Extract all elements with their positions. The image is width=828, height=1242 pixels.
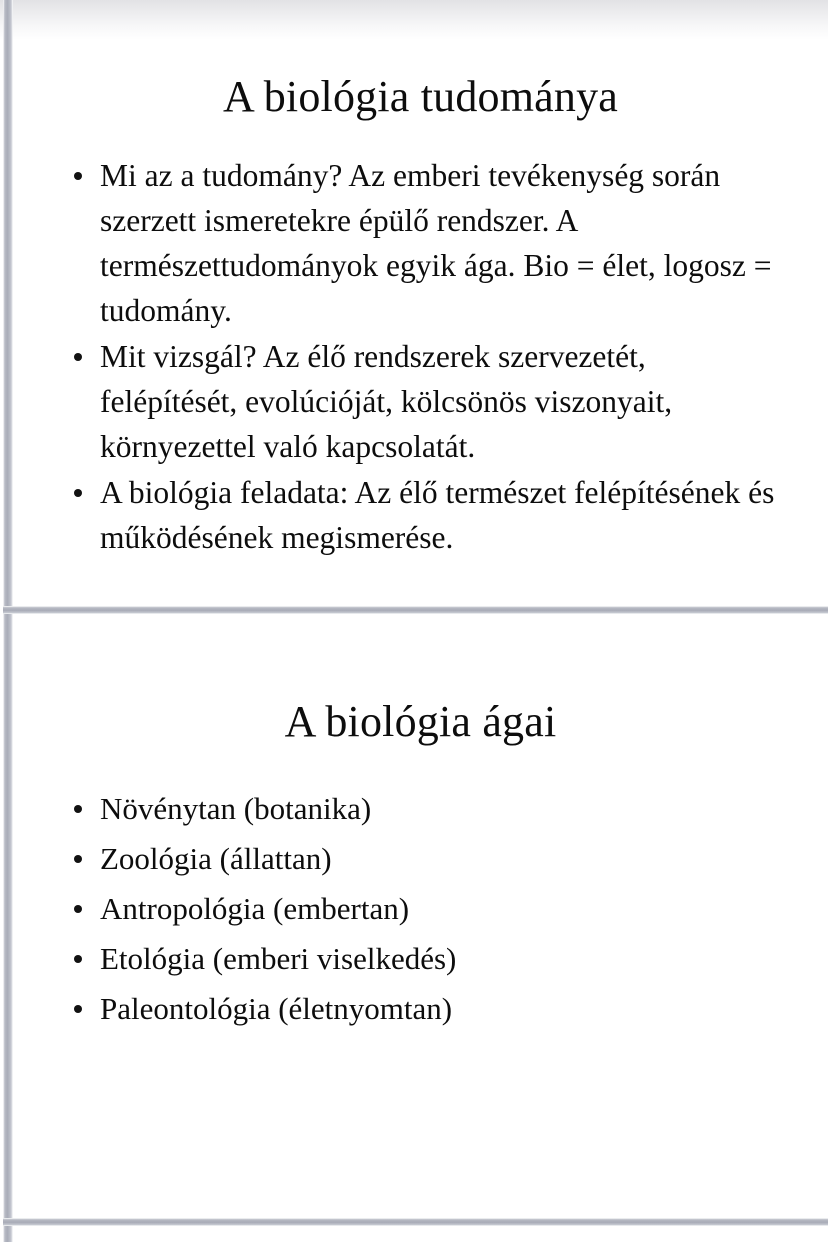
- slide-2-bullet-text-2: Zoológia (állattan): [100, 841, 332, 877]
- slide-1-bullet-item-2: [63, 334, 790, 469]
- slide-1: [13, 0, 828, 606]
- slide-2-bullet-item-4: [63, 934, 828, 984]
- slide-2-bullet-text-4: Etológia (emberi viselkedés): [100, 941, 457, 977]
- bullet-dot-icon: [74, 955, 82, 963]
- slide-1-bullet-list: [13, 153, 828, 560]
- slide-2-bullet-list: [13, 784, 828, 1034]
- bullet-dot-icon: [74, 1005, 82, 1013]
- slide-1-bullet-item-3: [63, 470, 790, 560]
- slide-2-bullet-item-1: [63, 784, 828, 834]
- slide-1-bullet-item-1: [63, 153, 790, 333]
- slide-2-bullet-text-3: Antropológia (embertan): [100, 891, 410, 927]
- slide-1-bullet-text-2: Mit vizsgál? Az élő rendszerek szervezetét, felépítését, evolúcióját, kölcsönös viszonyait, környezettel való kapcsolatát.: [100, 338, 673, 464]
- slide-2-bullet-item-2: [63, 834, 828, 884]
- bullet-dot-icon: [74, 489, 82, 497]
- slide-1-bullet-text-1: Mi az a tudomány? Az emberi tevékenység során szerzett ismeretekre épülő rendszer. A természettudományok egyik ága. Bio = élet, logosz = tudomány.: [100, 157, 772, 328]
- slide-2-bullet-text-5: Paleontológia (életnyomtan): [100, 991, 453, 1027]
- slide-2-bullet-item-5: [63, 984, 828, 1034]
- slide-2-bullet-text-1: Növénytan (botanika): [100, 791, 372, 827]
- bullet-dot-icon: [74, 805, 82, 813]
- bullet-dot-icon: [74, 353, 82, 361]
- slide-2: [13, 614, 828, 1218]
- slide-2-title: A biológia ágai: [284, 697, 557, 747]
- slide-1-title: A biológia tudománya: [222, 72, 619, 122]
- bullet-dot-icon: [74, 172, 82, 180]
- slide-1-bullet-text-3: A biológia feladata: Az élő természet felépítésének és működésének megismerése.: [100, 474, 775, 555]
- left-frame-rule: [3, 0, 13, 1242]
- page-bottom-rule: [3, 1218, 828, 1226]
- slide-2-bullet-item-3: [63, 884, 828, 934]
- bullet-dot-icon: [74, 855, 82, 863]
- bullet-dot-icon: [74, 905, 82, 913]
- slide-separator-rule: [3, 606, 828, 614]
